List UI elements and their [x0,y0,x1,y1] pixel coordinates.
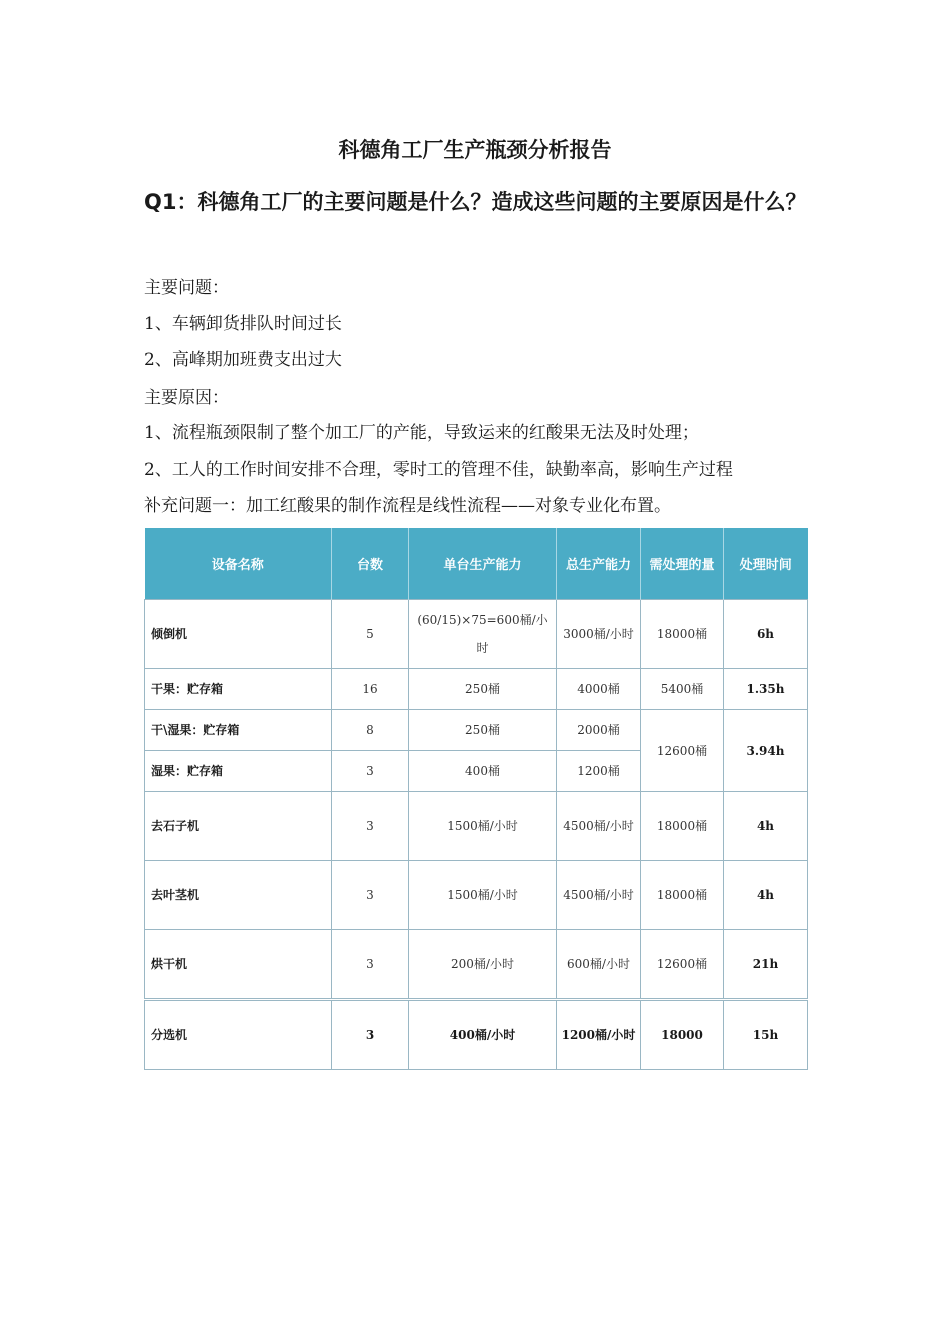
cell-total-capacity: 3000桶/小时 [557,600,641,669]
cell-time: 15h [724,1000,808,1070]
cell-name: 去石子机 [145,792,332,861]
cell-name: 分选机 [145,1000,332,1070]
table-row [145,669,808,710]
cell-unit-capacity: 1500桶/小时 [409,861,557,930]
cell-name: 干\湿果：贮存箱 [145,710,332,751]
table-header-row [145,528,808,600]
table-row [145,861,808,930]
cell-count: 3 [332,792,409,861]
cell-total-capacity: 2000桶 [557,710,641,751]
cell-total-capacity: 1200桶/小时 [557,1000,641,1070]
cell-name: 干果：贮存箱 [145,669,332,710]
cell-time: 6h [724,600,808,669]
cell-unit-capacity: 250桶 [409,710,557,751]
problem-item-2: 2、高峰期加班费支出过大 [144,350,342,370]
cell-time: 1.35h [724,669,808,710]
cell-volume: 5400桶 [641,669,724,710]
cell-volume: 18000桶 [641,792,724,861]
cell-count: 3 [332,1000,409,1070]
cell-total-capacity: 4500桶/小时 [557,861,641,930]
cell-unit-capacity: (60/15)×75=600桶/小时 [409,600,557,669]
supplement-text: 补充问题一：加工红酸果的制作流程是线性流程——对象专业化布置。 [144,496,671,516]
table-row [145,600,808,669]
table-row [145,710,808,751]
cell-count: 16 [332,669,409,710]
cell-name: 烘干机 [145,930,332,1000]
table-row [145,792,808,861]
cell-unit-capacity: 400桶 [409,751,557,792]
cell-name: 倾倒机 [145,600,332,669]
causes-heading: 主要原因： [144,388,229,408]
cell-volume: 18000桶 [641,861,724,930]
cell-name: 湿果：贮存箱 [145,751,332,792]
cell-time: 4h [724,792,808,861]
cell-name: 去叶茎机 [145,861,332,930]
cell-unit-capacity: 250桶 [409,669,557,710]
header-unit-capacity: 单台生产能力 [409,528,557,600]
header-total-capacity: 总生产能力 [557,528,641,600]
report-title: 科德角工厂生产瓶颈分析报告 [338,137,612,162]
cell-total-capacity: 4500桶/小时 [557,792,641,861]
cell-volume: 18000 [641,1000,724,1070]
question-heading: Q1：科德角工厂的主要问题是什么？造成这些问题的主要原因是什么？ [144,190,807,214]
cell-volume: 12600桶 [641,710,724,792]
cell-volume: 18000桶 [641,600,724,669]
cell-count: 5 [332,600,409,669]
cell-unit-capacity: 1500桶/小时 [409,792,557,861]
problem-item-1: 1、车辆卸货排队时间过长 [144,314,342,334]
problems-heading: 主要问题： [144,278,229,298]
header-equipment-name: 设备名称 [145,528,332,600]
table-row [145,1000,808,1070]
cell-volume: 12600桶 [641,930,724,1000]
cell-unit-capacity: 400桶/小时 [409,1000,557,1070]
header-volume: 需处理的量 [641,528,724,600]
cell-count: 3 [332,751,409,792]
cell-unit-capacity: 200桶/小时 [409,930,557,1000]
cell-total-capacity: 4000桶 [557,669,641,710]
header-time: 处理时间 [724,528,808,600]
cell-total-capacity: 1200桶 [557,751,641,792]
header-count: 台数 [332,528,409,600]
equipment-table [144,528,808,1070]
cause-item-1: 1、流程瓶颈限制了整个加工厂的产能，导致运来的红酸果无法及时处理； [144,423,699,443]
cell-count: 8 [332,710,409,751]
cell-time: 3.94h [724,710,808,792]
cell-time: 21h [724,930,808,1000]
cell-count: 3 [332,861,409,930]
cause-item-2: 2、工人的工作时间安排不合理，零时工的管理不佳，缺勤率高，影响生产过程 [144,460,733,480]
cell-count: 3 [332,930,409,1000]
table-row [145,930,808,1000]
cell-time: 4h [724,861,808,930]
cell-total-capacity: 600桶/小时 [557,930,641,1000]
